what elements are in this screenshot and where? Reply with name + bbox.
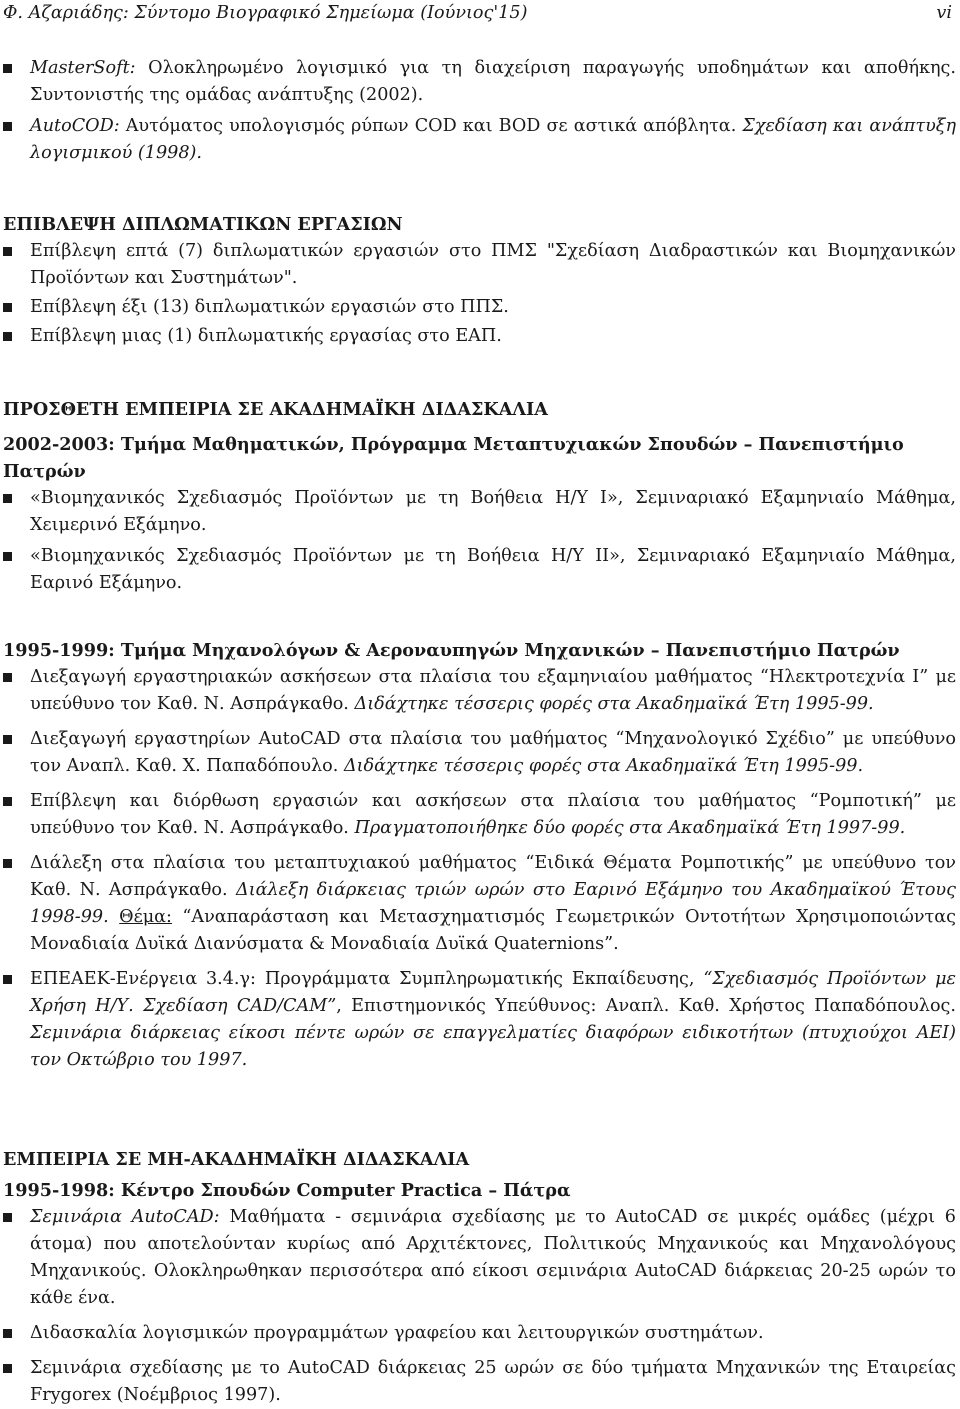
square-bullet-icon <box>3 247 12 256</box>
topic-text: “Αναπαράσταση και Μετασχηματισμός Γεωμετρικών Οντοτήτων Χρησιμοποιώντας Μοναδιαία Δυϊκά Διανύσματα & Μοναδιαία Δυϊκά Quaternions”. <box>30 907 957 954</box>
heading-years: 2002-2003: <box>3 434 115 455</box>
heading-department: Τμήμα Μηχανολόγων & Αεροναυπηγών Μηχανικών – Πανεπιστήμιο Πατρών <box>114 640 900 661</box>
software-name: AutoCOD: <box>30 116 120 136</box>
subsection-heading <box>3 1177 956 1204</box>
software-name: MasterSoft: <box>30 58 136 78</box>
software-note: Σχεδίαση και ανάπτυξη λογισμικού (1998). <box>30 116 956 163</box>
list-item-text: Διδασκαλία λογισμικών προγραμμάτων γραφείου και λειτουργικών συστημάτων. <box>30 1323 764 1343</box>
list-item-text: Επίβλεψη έξι (13) διπλωματικών εργασιών στο ΠΠΣ. <box>30 297 509 317</box>
list-item <box>3 1320 956 1347</box>
list-item <box>3 485 956 539</box>
list-item-text: Επίβλεψη μιας (1) διπλωματικής εργασίας στο ΕΑΠ. <box>30 326 502 346</box>
list-item-text: Σεμινάρια σχεδίασης με το AutoCAD διάρκειας 25 ωρών σε δύο τμήματα Μηχανικών της Εταιρείας Frygorex (Νοέμβριος 1997). <box>30 1358 956 1405</box>
list-item <box>3 238 956 292</box>
list-item-text: Μαθήματα - σεμινάρια σχεδίασης με το AutoCAD σε μικρές ομάδες (μέχρι 6 άτομα) που αποτελούνταν κυρίως από Αρχιτέκτονες, Πολιτικούς Μηχανικούς και Μηχανολόγους Μηχανικούς. Ολοκληρωθηκαν περισσότερα από είκοσι σεμινάρια AutoCAD διάρκειας 20-25 ωρών το κάθε ένα. <box>30 1207 957 1308</box>
running-header <box>3 0 956 27</box>
square-bullet-icon <box>3 494 12 503</box>
list-item-text: , Επιστημονικός Υπεύθυνος: Αναπλ. Καθ. Χρήστος Παπαδόπουλος. <box>336 996 956 1016</box>
list-item <box>3 113 956 167</box>
list-item <box>3 966 956 1074</box>
square-bullet-icon <box>3 303 12 312</box>
list-item <box>3 543 956 597</box>
subsection-heading <box>3 637 956 664</box>
list-item <box>3 788 956 842</box>
square-bullet-icon <box>3 859 12 868</box>
list-item <box>3 55 956 109</box>
square-bullet-icon <box>3 975 12 984</box>
square-bullet-icon <box>3 797 12 806</box>
software-description: Αυτόματος υπολογισμός ρύπων COD και BOD σε αστικά απόβλητα. <box>119 116 743 136</box>
square-bullet-icon <box>3 64 12 73</box>
list-item-lead: Σεμινάρια AutoCAD: <box>30 1207 220 1227</box>
square-bullet-icon <box>3 735 12 744</box>
list-item-text: Διεξαγωγή εργαστηρίων AutoCAD στα πλαίσια του μαθήματος “Μηχανολογικό Σχέδιο” με υπεύθυνο τον Αναπλ. Καθ. Χ. Παπαδόπουλο. <box>30 729 956 776</box>
list-item-text: Διάλεξη στα πλαίσια του μεταπτυχιακού μαθήματος “Ειδικά Θέματα Ρομποτικής” με υπεύθυνο τον Καθ. Ν. Ασπράγκαθο. <box>30 853 956 900</box>
program-title: “Σχεδιασμός Προϊόντων με Χρήση Η/Υ. Σχεδίαση CAD/CAM” <box>30 969 956 1016</box>
list-item-note: Διάλεξη διάρκειας τριών ωρών στο Εαρινό Εξάμηνο του Ακαδημαϊκού Έτους 1998-99. <box>30 880 956 927</box>
list-item <box>3 850 956 958</box>
list-item-text: Επίβλεψη επτά (7) διπλωματικών εργασιών στο ΠΜΣ "Σχεδίαση Διαδραστικών και Βιομηχανικών Προϊόντων και Συστημάτων". <box>30 241 956 288</box>
list-item-note: Διδάχτηκε τέσσερις φορές στα Ακαδημαϊκά Έτη 1995-99. <box>354 694 874 714</box>
section-title-non-academic: ΕΜΠΕΙΡΙΑ ΣΕ ΜΗ-ΑΚΑΔΗΜΑΪΚΗ ΔΙΔΑΣΚΑΛΙΑ <box>3 1149 470 1170</box>
page-number: vi <box>936 3 952 23</box>
square-bullet-icon <box>3 1329 12 1338</box>
section-title-academic: ΠΡΟΣΘΕΤΗ ΕΜΠΕΙΡΙΑ ΣΕ ΑΚΑΔΗΜΑΪΚΗ ΔΙΔΑΣΚΑΛΙΑ <box>3 399 548 420</box>
list-item <box>3 726 956 780</box>
list-item-note: Σεμινάρια διάρκειας είκοσι πέντε ωρών σε επαγγελματίες διαφόρων ειδικοτήτων (πτυχιούχοι ΑΕΙ) τον Οκτώβριο του 1997. <box>30 1023 956 1070</box>
list-item-note: Πραγματοποιήθηκε δύο φορές στα Ακαδημαϊκά Έτη 1997-99. <box>354 818 906 838</box>
list-item <box>3 1204 956 1312</box>
square-bullet-icon <box>3 1213 12 1222</box>
list-item-text: «Βιομηχανικός Σχεδιασμός Προϊόντων με τη Βοήθεια Η/Υ II», Σεμιναριακό Εξαμηνιαίο Μάθημα, Εαρινό Εξάμηνο. <box>30 546 956 593</box>
list-item-note: Διδάχτηκε τέσσερις φορές στα Ακαδημαϊκά Έτη 1995-99. <box>343 756 864 776</box>
heading-organization: Κέντρο Σπουδών Computer Practica – Πάτρα <box>114 1180 571 1201</box>
square-bullet-icon <box>3 332 12 341</box>
section-title-supervision: ΕΠΙΒΛΕΨΗ ΔΙΠΛΩΜΑΤΙΚΩΝ ΕΡΓΑΣΙΩΝ <box>3 214 403 235</box>
square-bullet-icon <box>3 552 12 561</box>
square-bullet-icon <box>3 122 12 131</box>
list-item-text: ΕΠΕΑΕΚ-Ενέργεια 3.4.γ: Προγράμματα Συμπληρωματικής Εκπαίδευσης, <box>30 969 704 989</box>
list-item <box>3 1355 956 1409</box>
topic-label: Θέμα: <box>119 907 172 927</box>
heading-department: Τμήμα Μαθηματικών, Πρόγραμμα Μεταπτυχιακών Σπουδών – Πανεπιστήμιο Πατρών <box>3 434 904 482</box>
square-bullet-icon <box>3 673 12 682</box>
list-item <box>3 294 956 321</box>
list-item <box>3 664 956 718</box>
list-item-text: «Βιομηχανικός Σχεδιασμός Προϊόντων με τη Βοήθεια Η/Υ I», Σεμιναριακό Εξαμηνιαίο Μάθημα, Χειμερινό Εξάμηνο. <box>30 488 956 535</box>
software-description: Ολοκληρωμένο λογισμικό για τη διαχείριση παραγωγής υποδημάτων και αποθήκης. Συντονιστής της ομάδας ανάπτυξης (2002). <box>30 58 956 105</box>
list-item-text: Επίβλεψη και διόρθωση εργασιών και ασκήσεων στα πλαίσια του μαθήματος “Ρομποτική” με υπεύθυνο τον Καθ. Ν. Ασπράγκαθο. <box>30 791 956 838</box>
running-title: Φ. Αζαριάδης: Σύντομο Βιογραφικό Σημείωμα (Ιούνιος'15) <box>3 3 528 23</box>
heading-years: 1995-1998: <box>3 1180 115 1201</box>
square-bullet-icon <box>3 1364 12 1373</box>
list-item-text: Διεξαγωγή εργαστηριακών ασκήσεων στα πλαίσια του εξαμηνιαίου μαθήματος “Ηλεκτροτεχνία Ι” με υπεύθυνο τον Καθ. Ν. Ασπράγκαθο. <box>30 667 956 714</box>
heading-years: 1995-1999: <box>3 640 115 661</box>
subsection-heading <box>3 431 956 485</box>
list-item <box>3 323 956 350</box>
